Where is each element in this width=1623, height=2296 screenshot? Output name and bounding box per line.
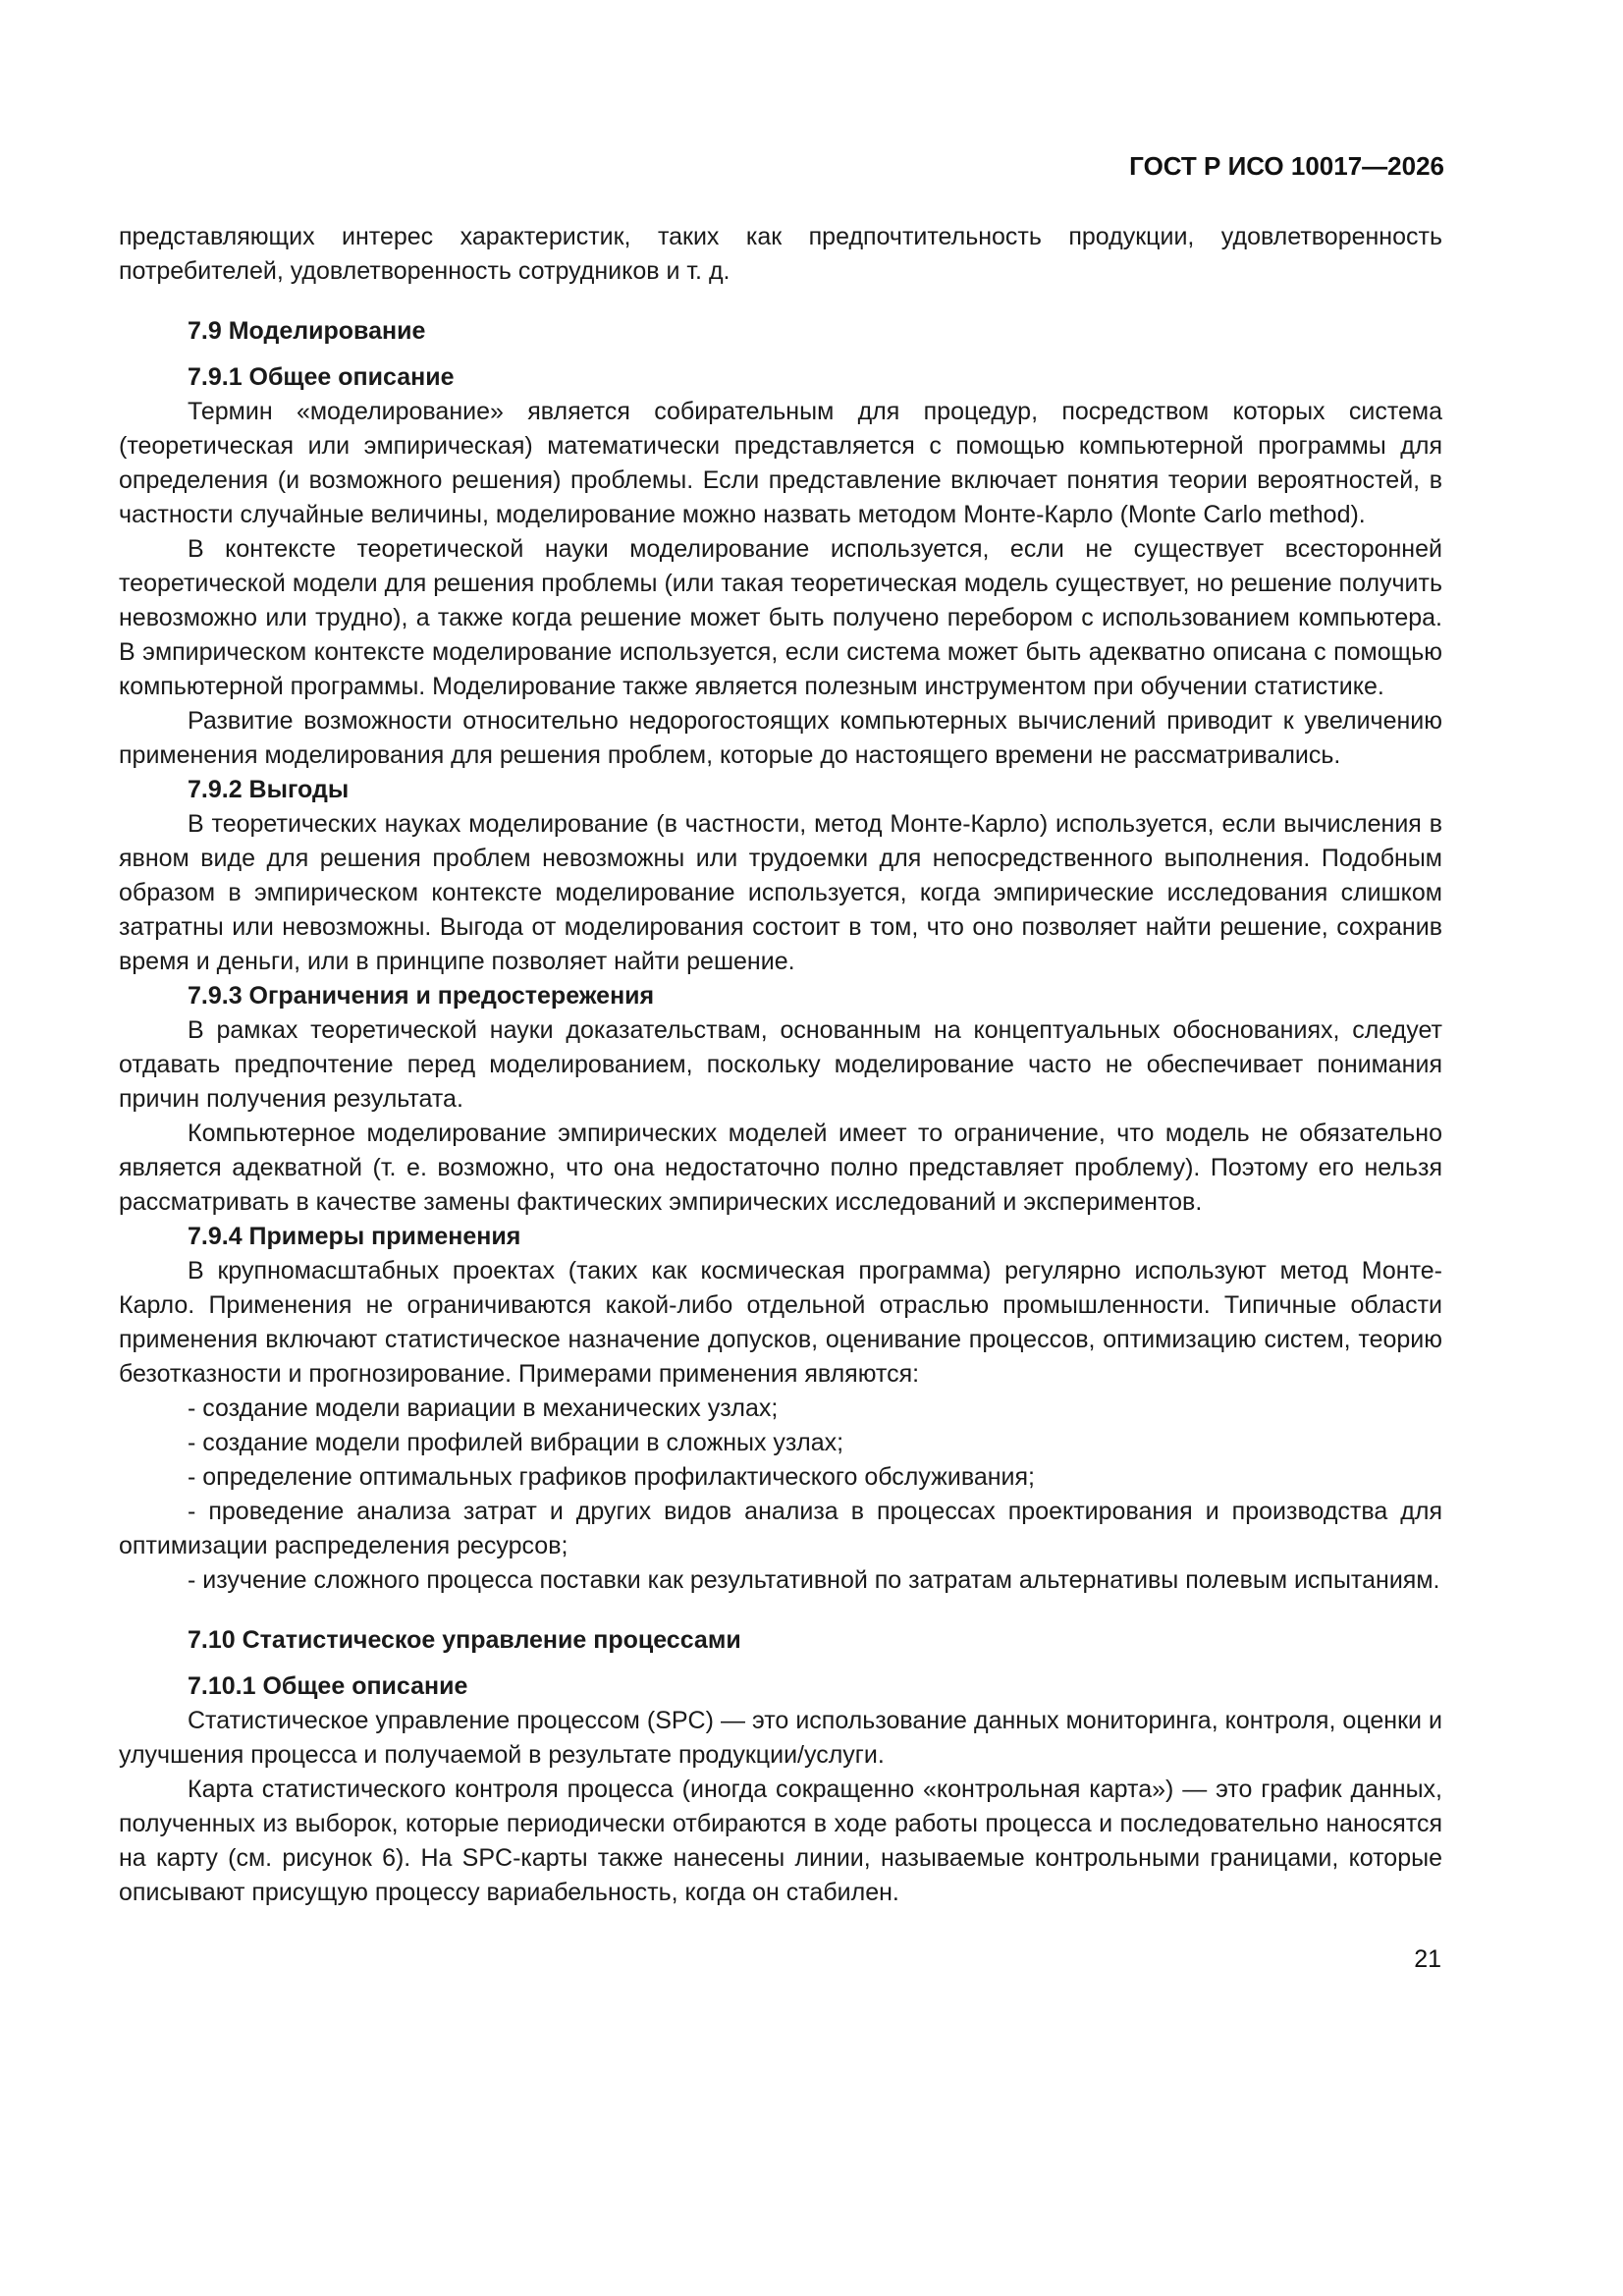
section-7-9-3-title: 7.9.3 Ограничения и предостережения (188, 982, 655, 1010)
list-item: - создание модели профилей вибрации в сложных узлах; (119, 1426, 1442, 1460)
section-7-9-2-paragraph-1: В теоретических науках моделирование (в частности, метод Монте-Карло) используется, если вычисления в явном виде для решения проблем невозможны или трудоемки для непосредственного выполнения. Подобным образом в эмпирическом контексте моделирование используется, когда эмпирические исследования слишком затратны или невозможны. Выгода от моделирования состоит в том, что оно позволяет найти решение, сохранив время и деньги, или в принципе позволяет найти решение. (119, 810, 1442, 975)
section-7-9-3-paragraph-2: Компьютерное моделирование эмпирических моделей имеет то ограничение, что модель не обязательно является адекватной (т. е. возможно, что она недостаточно полно представляет проблему). Поэтому его нельзя рассматривать в качестве замены фактических эмпирических исследований и экспериментов. (119, 1120, 1442, 1216)
page-number: 21 (1414, 1945, 1441, 1973)
section-7-10-title: 7.10 Статистическое управление процессами (188, 1626, 741, 1654)
list-item: - изучение сложного процесса поставки как результативной по затратам альтернативы полевым испытаниям. (119, 1563, 1442, 1598)
section-7-9-4-paragraph-1: В крупномасштабных проектах (таких как космическая программа) регулярно используют метод Монте-Карло. Применения не ограничиваются какой-либо отдельной отраслью промышленности. Типичные области применения включают статистическое назначение допусков, оценивание процессов, оптимизацию систем, теорию безотказности и прогнозирование. Примерами применения являются: (119, 1257, 1442, 1388)
section-7-9-1-paragraph-1: Термин «моделирование» является собирательным для процедур, посредством которых система (теоретическая или эмпирическая) математически представляется с помощью компьютерной программы для определения (и возможного решения) проблемы. Если представление включает понятия теории вероятностей, в частности случайные величины, моделирование можно назвать методом Монте-Карло (Monte Carlo method). (119, 398, 1442, 528)
list-item: - проведение анализа затрат и других видов анализа в процессах проектирования и производства для оптимизации распределения ресурсов; (119, 1495, 1442, 1563)
section-7-9-1-title: 7.9.1 Общее описание (188, 363, 455, 391)
section-7-9-4-title: 7.9.4 Примеры применения (188, 1223, 521, 1250)
section-7-9-2-title: 7.9.2 Выгоды (188, 776, 350, 803)
examples-list (119, 1392, 1442, 1598)
list-item: - создание модели вариации в механических узлах; (119, 1392, 1442, 1426)
section-7-9-3-paragraph-1: В рамках теоретической науки доказательствам, основанным на концептуальных обоснованиях, следует отдавать предпочтение перед моделированием, поскольку моделирование часто не обеспечивает понимания причин получения результата. (119, 1016, 1442, 1113)
document-header: ГОСТ Р ИСО 10017—2026 (1129, 151, 1444, 181)
document-body (119, 220, 1442, 1910)
section-7-10-1-paragraph-2: Карта статистического контроля процесса (иногда сокращенно «контрольная карта») — это график данных, полученных из выборок, которые периодически отбираются в ходе работы процесса и последовательно наносятся на карту (см. рисунок 6). На SPC-карты также нанесены линии, называемые контрольными границами, которые описывают присущую процессу вариабельность, когда он стабилен. (119, 1776, 1442, 1906)
section-7-10-1-paragraph-1: Статистическое управление процессом (SPC) — это использование данных мониторинга, контроля, оценки и улучшения процесса и получаемой в результате продукции/услуги. (119, 1707, 1442, 1769)
list-item: - определение оптимальных графиков профилактического обслуживания; (119, 1460, 1442, 1495)
section-7-9-1-paragraph-3: Развитие возможности относительно недорогостоящих компьютерных вычислений приводит к увеличению применения моделирования для решения проблем, которые до настоящего времени не рассматривались. (119, 707, 1442, 769)
intro-paragraph: представляющих интерес характеристик, таких как предпочтительность продукции, удовлетворенность потребителей, удовлетворенность сотрудников и т. д. (119, 223, 1442, 285)
section-7-9-1-paragraph-2: В контексте теоретической науки моделирование используется, если не существует всесторонней теоретической модели для решения проблемы (или такая теоретическая модель существует, но решение получить невозможно или трудно), а также когда решение может быть получено перебором с использованием компьютера. В эмпирическом контексте моделирование используется, если система может быть адекватно описана с помощью компьютерной программы. Моделирование также является полезным инструментом при обучении статистике. (119, 535, 1442, 700)
section-7-10-1-title: 7.10.1 Общее описание (188, 1672, 468, 1700)
section-7-9-title: 7.9 Моделирование (188, 317, 426, 345)
